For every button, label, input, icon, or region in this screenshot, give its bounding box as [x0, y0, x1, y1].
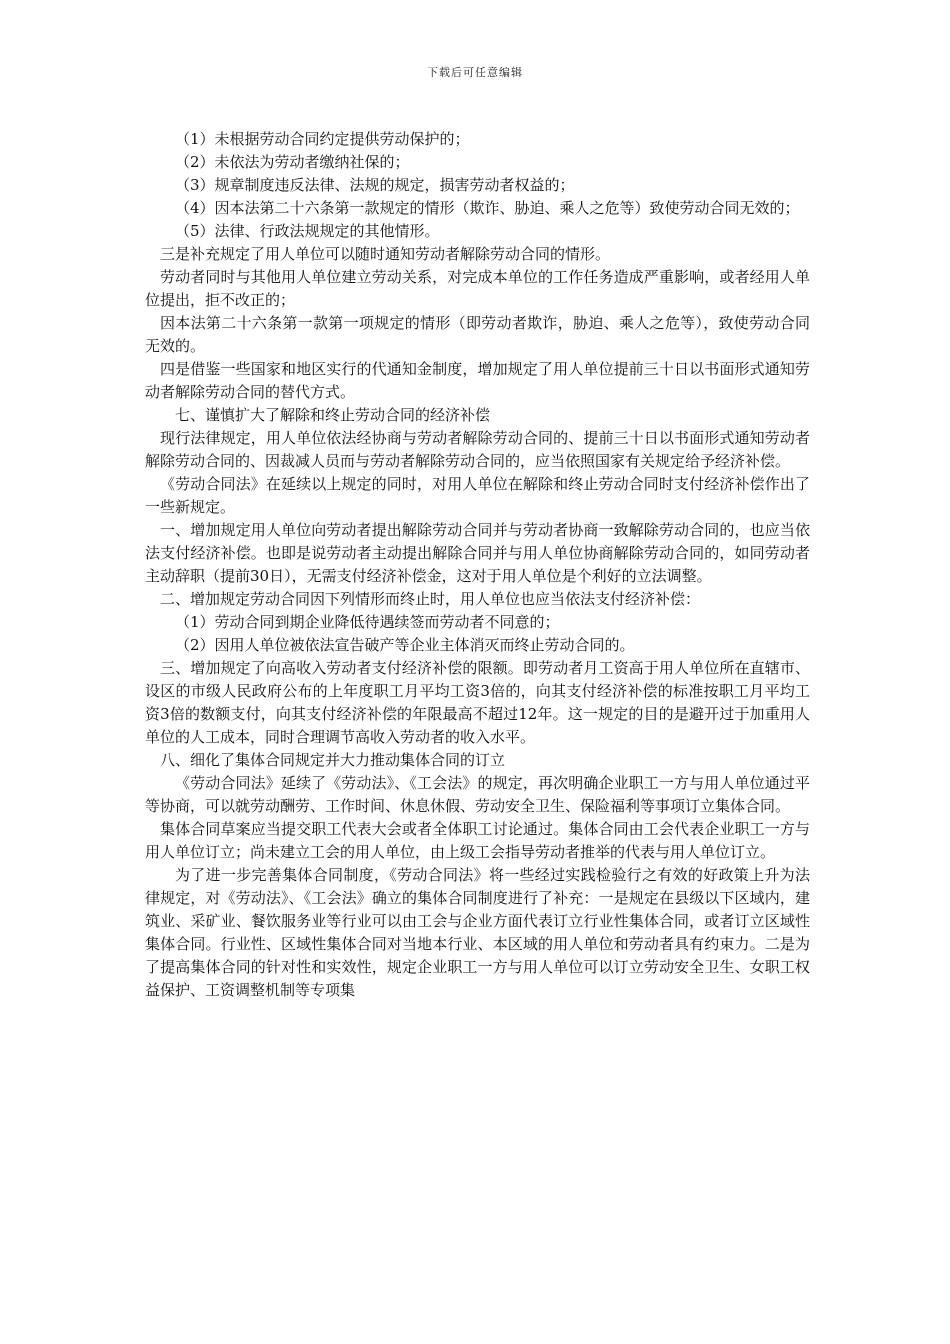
- paragraph: 三是补充规定了用人单位可以随时通知劳动者解除劳动合同的情形。: [160, 245, 611, 263]
- paragraph: 《劳动合同法》延续了《劳动法》、《工会法》的规定，再次明确企业职工一方与用人单位通过平等协商，可以就劳动酬劳、工作时间、休息休假、劳动安全卫生、保险福利等事项订立集体合同。: [145, 774, 810, 815]
- paragraph: 现行法律规定，用人单位依法经协商与劳动者解除劳动合同的、提前三十日以书面形式通知劳动者解除劳动合同的、因裁减人员而与劳动者解除劳动合同的，应当依照国家有关规定给予经济补偿。: [145, 429, 810, 470]
- paragraph: （1）未根据劳动合同约定提供劳动保护的；: [175, 130, 470, 148]
- paragraph: 二、增加规定劳动合同因下列情形而终止时，用人单位也应当依法支付经济补偿：: [160, 590, 701, 608]
- paragraph: 四是借鉴一些国家和地区实行的代通知金制度，增加规定了用人单位提前三十日以书面形式通知劳动者解除劳动合同的替代方式。: [145, 360, 810, 401]
- paragraph: （3）规章制度违反法律、法规的规定，损害劳动者权益的；: [175, 176, 575, 194]
- page-header: 下载后可任意编辑: [427, 66, 523, 79]
- paragraph: 《劳动合同法》在延续以上规定的同时，对用人单位在解除和终止劳动合同时支付经济补偿作出了一些新规定。: [145, 475, 810, 516]
- paragraph: 劳动者同时与其他用人单位建立劳动关系，对完成本单位的工作任务造成严重影响，或者经用人单位提出，拒不改正的；: [145, 268, 810, 309]
- paragraph: 集体合同草案应当提交职工代表大会或者全体职工讨论通过。集体合同由工会代表企业职工一方与用人单位订立；尚未建立工会的用人单位，由上级工会指导劳动者推举的代表与用人单位订立。: [145, 820, 810, 861]
- document-body: [145, 128, 810, 1002]
- paragraph: （4）因本法第二十六条第一款规定的情形（欺诈、胁迫、乘人之危等）致使劳动合同无效的；: [175, 199, 800, 217]
- paragraph: （5）法律、行政法规规定的其他情形。: [175, 222, 440, 240]
- paragraph: （1）劳动合同到期企业降低待遇续签而劳动者不同意的；: [175, 613, 560, 631]
- paragraph: 一、增加规定用人单位向劳动者提出解除劳动合同并与劳动者协商一致解除劳动合同的，也应当依法支付经济补偿。也即是说劳动者主动提出解除合同并与用人单位协商解除劳动合同的，如同劳动者主动辞职（提前30日），无需支付经济补偿金，这对于用人单位是个利好的立法调整。: [145, 521, 810, 585]
- paragraph: （2）未依法为劳动者缴纳社保的；: [175, 153, 410, 171]
- paragraph: 三、增加规定了向高收入劳动者支付经济补偿的限额。即劳动者月工资高于用人单位所在直辖市、设区的市级人民政府公布的上年度职工月平均工资3倍的，向其支付经济补偿的标准按职工月平均工资3倍的数额支付，向其支付经济补偿的年限最高不超过12年。这一规定的目的是避开过于加重用人单位的人工成本，同时合理调节高收入劳动者的收入水平。: [145, 659, 810, 746]
- paragraph: 七、谨慎扩大了解除和终止劳动合同的经济补偿: [175, 406, 491, 424]
- paragraph: 八、细化了集体合同规定并大力推动集体合同的订立: [160, 751, 506, 769]
- paragraph: （2）因用人单位被依法宣告破产等企业主体消灭而终止劳动合同的。: [175, 636, 635, 654]
- paragraph: 因本法第二十六条第一款第一项规定的情形（即劳动者欺诈，胁迫、乘人之危等），致使劳动合同无效的。: [145, 314, 810, 355]
- paragraph: 为了进一步完善集体合同制度，《劳动合同法》将一些经过实践检验行之有效的好政策上升为法律规定，对《劳动法》、《工会法》确立的集体合同制度进行了补充：一是规定在县级以下区域内，建筑业、采矿业、餐饮服务业等行业可以由工会与企业方面代表订立行业性集体合同，或者订立区域性集体合同。行业性、区域性集体合同对当地本行业、本区域的用人单位和劳动者具有约束力。二是为了提高集体合同的针对性和实效性，规定企业职工一方与用人单位可以订立劳动安全卫生、女职工权益保护、工资调整机制等专项集: [145, 866, 810, 999]
